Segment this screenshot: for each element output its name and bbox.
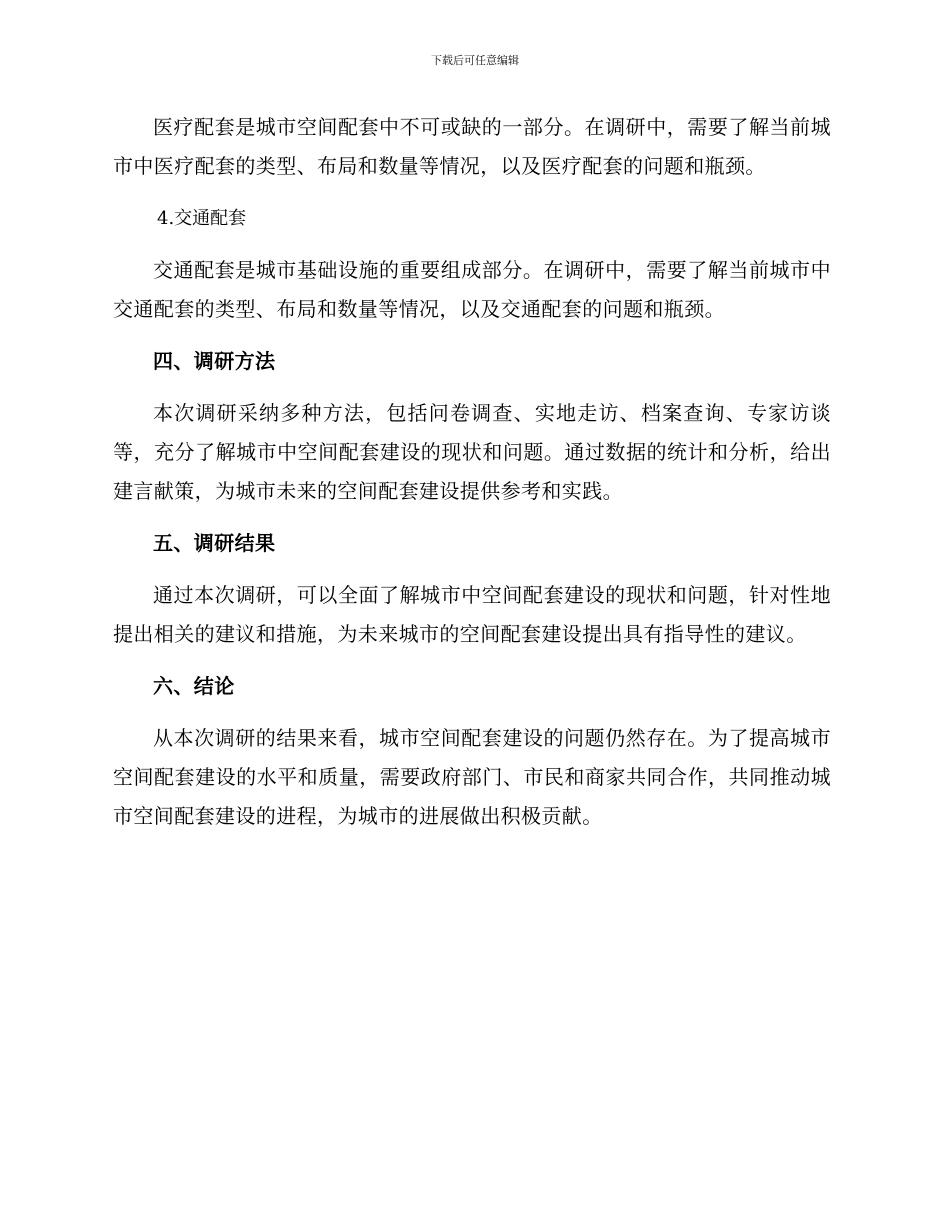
paragraph-conclusion: 从本次调研的结果来看，城市空间配套建设的问题仍然存在。为了提高城市空间配套建设的水平和质量，需要政府部门、市民和商家共同合作，共同推动城市空间配套建设的进程，为城市的进展做出积极贡献。 xyxy=(113,726,831,828)
page-header: 下载后可任意编辑 xyxy=(431,54,519,67)
paragraph-research-methods: 本次调研采纳多种方法，包括问卷调查、实地走访、档案查询、专家访谈等，充分了解城市中空间配套建设的现状和问题。通过数据的统计和分析，给出建言献策，为城市未来的空间配套建设提供参考和实践。 xyxy=(113,401,831,503)
heading-research-results: 五、调研结果 xyxy=(153,531,276,555)
paragraph-research-results: 通过本次调研，可以全面了解城市中空间配套建设的现状和问题，针对性地提出相关的建议和措施，为未来城市的空间配套建设提出具有指导性的建议。 xyxy=(113,583,831,646)
paragraph-transport-facilities: 交通配套是城市基础设施的重要组成部分。在调研中，需要了解当前城市中交通配套的类型、布局和数量等情况，以及交通配套的问题和瓶颈。 xyxy=(113,258,831,321)
heading-research-methods: 四、调研方法 xyxy=(153,349,276,373)
heading-conclusion: 六、结论 xyxy=(153,674,235,698)
subheading-transport-facilities: 4.交通配套 xyxy=(157,208,247,229)
document-body xyxy=(113,108,831,849)
paragraph-medical-facilities: 医疗配套是城市空间配套中不可或缺的一部分。在调研中，需要了解当前城市中医疗配套的类型、布局和数量等情况，以及医疗配套的问题和瓶颈。 xyxy=(113,115,831,178)
